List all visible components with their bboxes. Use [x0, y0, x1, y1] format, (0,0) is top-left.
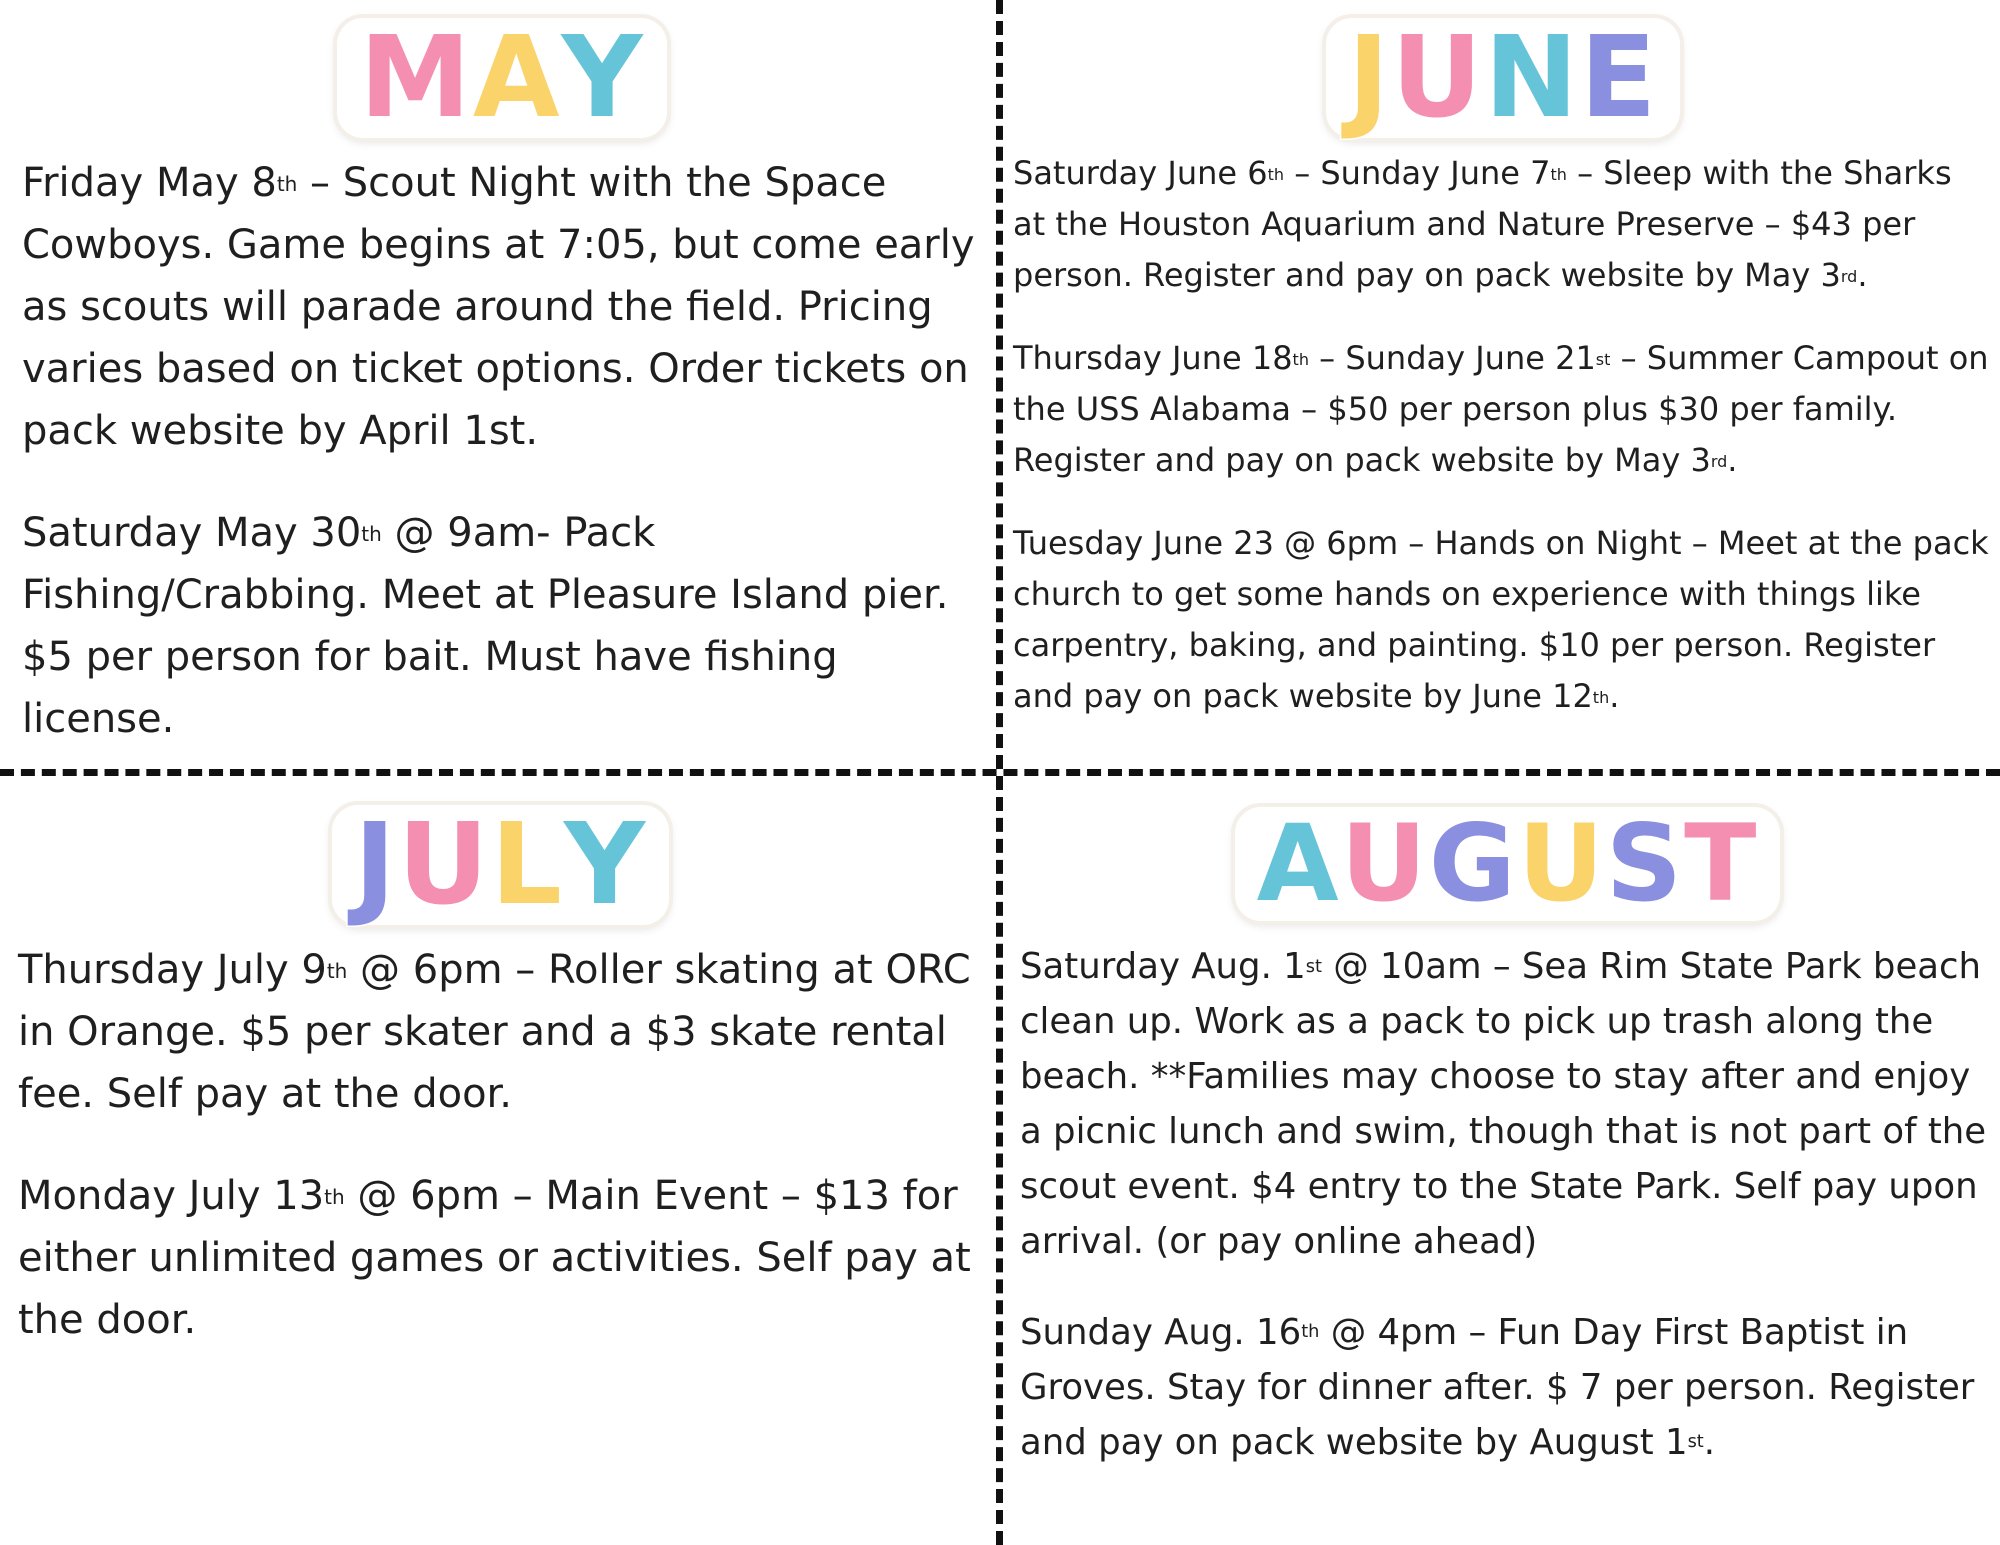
august-section — [1020, 802, 1995, 1470]
event-text: . — [1609, 677, 1620, 715]
title-letter: U — [1391, 13, 1485, 143]
month-title-july — [332, 800, 669, 930]
event-text: Sunday Aug. 16 — [1020, 1311, 1302, 1353]
title-letter: U — [1517, 802, 1606, 925]
event-text: – Scout Night with the Space Cowboys. Game begins at 7:05, but come early as scouts will parade around the field. Pricing varies based on ticket options. Order tickets on pack website by April 1st. — [22, 160, 975, 454]
title-letter: L — [490, 800, 564, 930]
event-text: @ 9am- Pack Fishing/Crabbing. Meet at Pleasure Island pier. $5 per person for bait. Must have fishing license. — [22, 510, 949, 742]
event-item — [18, 1165, 983, 1351]
event-text-sup: st — [1305, 956, 1322, 977]
title-letter: G — [1428, 802, 1518, 925]
event-item — [1013, 148, 1993, 301]
title-letter: S — [1605, 802, 1685, 925]
may-section — [22, 13, 982, 750]
event-text-sup: th — [1292, 349, 1309, 369]
june-section — [1013, 13, 1993, 722]
title-letter: A — [1256, 802, 1341, 925]
event-text-sup: th — [326, 959, 348, 983]
event-text-sup: rd — [1710, 451, 1728, 471]
month-title-june — [1326, 13, 1681, 143]
title-letter: T — [1684, 802, 1759, 925]
title-letter: U — [397, 800, 491, 930]
event-text: Tuesday June 23 @ 6pm – Hands on Night – Meet at the pack church to get some hands on experience with things like carpentry, baking, and painting. $10 per person. Register and pay on pack website by June 12 — [1013, 524, 1989, 715]
event-item — [1013, 518, 1993, 722]
event-text-sup: th — [1550, 164, 1567, 184]
month-title-august — [1235, 802, 1781, 925]
event-text-sup: rd — [1840, 266, 1858, 286]
event-text: Monday July 13 — [18, 1173, 325, 1219]
event-text: Thursday June 18 — [1013, 339, 1293, 377]
title-letter: U — [1340, 802, 1429, 925]
event-text: @ 4pm – Fun Day First Baptist in Groves. Stay for dinner after. $ 7 per person. Register and pay on pack website by August 1 — [1020, 1311, 1975, 1463]
event-text: Saturday Aug. 1 — [1020, 946, 1306, 987]
title-letter: A — [472, 13, 562, 143]
event-text: – Sleep with the Sharks at the Houston Aquarium and Nature Preserve – $43 per person. Register and pay on pack website by May 3 — [1013, 154, 1952, 294]
event-text: @ 10am – Sea Rim State Park beach clean up. Work as a pack to pick up trash along the beach. **Families may choose to stay after and enjoy a picnic lunch and swim, though that is not part of the scout event. $4 entry to the State Park. Self pay upon arrival. (or pay online ahead) — [1020, 946, 1987, 1262]
event-list — [1020, 939, 1995, 1470]
event-text-sup: th — [361, 522, 382, 546]
horizontal-divider — [0, 769, 2000, 776]
event-text: – Summer Campout on the USS Alabama – $50 per person plus $30 per family. Register and pay on pack website by May 3 — [1013, 339, 1989, 479]
event-list — [18, 939, 983, 1351]
title-letter: Y — [563, 800, 648, 930]
event-item — [22, 502, 982, 750]
title-letter: N — [1484, 13, 1580, 143]
event-item — [1013, 333, 1993, 486]
title-letter: E — [1579, 13, 1659, 143]
event-text-sup: st — [1687, 1432, 1704, 1453]
event-text: @ 6pm – Roller skating at ORC in Orange. $5 per skater and a $3 skate rental fee. Self pay at the door. — [18, 947, 971, 1117]
event-text: Saturday June 6 — [1013, 154, 1268, 192]
july-section — [18, 800, 983, 1351]
event-text: @ 6pm – Main Event – $13 for either unlimited games or activities. Self pay at the door. — [18, 1173, 971, 1343]
month-title-may — [337, 13, 666, 143]
event-item — [1020, 1305, 1995, 1470]
event-text: Saturday May 30 — [22, 510, 362, 556]
event-text: . — [1727, 441, 1738, 479]
event-text-sup: th — [1301, 1322, 1320, 1343]
event-text: Thursday July 9 — [18, 947, 327, 993]
event-list — [1013, 148, 1993, 722]
event-text: – Sunday June 21 — [1308, 339, 1596, 377]
title-letter: M — [359, 13, 473, 143]
event-text: Friday May 8 — [22, 160, 277, 206]
event-text: . — [1703, 1421, 1716, 1463]
event-text-sup: th — [324, 1185, 345, 1209]
event-item — [18, 939, 983, 1125]
event-item — [22, 152, 982, 462]
event-text-sup: th — [276, 172, 298, 196]
title-letter: J — [353, 800, 398, 930]
event-text: – Sunday June 7 — [1284, 154, 1551, 192]
event-text: . — [1857, 256, 1868, 294]
event-list — [22, 152, 982, 750]
title-letter: Y — [561, 13, 645, 143]
event-item — [1020, 939, 1995, 1269]
event-text-sup: th — [1267, 164, 1285, 184]
event-text-sup: st — [1595, 349, 1611, 369]
event-text-sup: th — [1592, 687, 1610, 707]
title-letter: J — [1347, 13, 1392, 143]
